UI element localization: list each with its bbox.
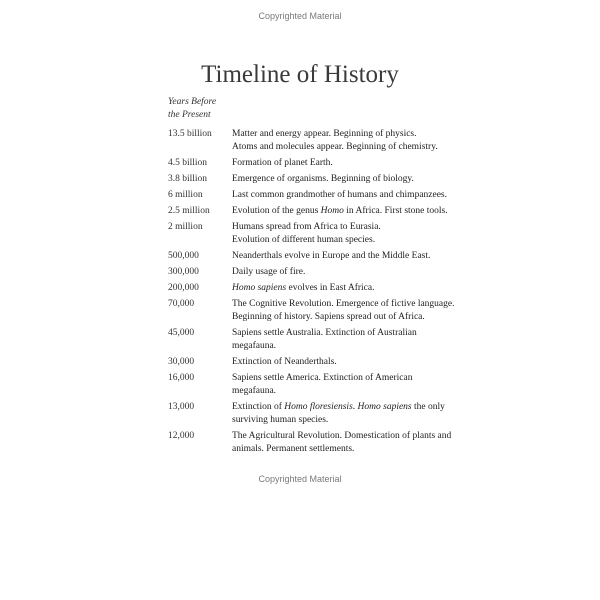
event-text: Extinction of Neanderthals. <box>232 357 337 367</box>
timeline-year: 4.5 billion <box>168 158 208 168</box>
timeline-year: 500,000 <box>168 251 199 261</box>
timeline-year: 12,000 <box>168 431 195 441</box>
event-text: Formation of planet Earth. <box>232 158 333 168</box>
timeline-row <box>168 205 458 218</box>
event-text: Neanderthals evolve in Europe and the Middle East. <box>232 251 431 261</box>
timeline-row <box>168 250 458 263</box>
timeline-row <box>168 327 458 353</box>
event-text: Emergence of organisms. Beginning of biology. <box>232 174 414 184</box>
event-line <box>232 205 458 218</box>
event-text: Matter and energy appear. Beginning of physics. <box>232 129 417 139</box>
timeline-year: 16,000 <box>168 373 195 383</box>
event-line <box>232 401 458 427</box>
event-line <box>232 234 458 247</box>
event-text: . <box>352 402 358 412</box>
timeline-event <box>232 282 458 295</box>
timeline-row <box>168 430 458 456</box>
event-line <box>232 298 458 311</box>
event-text: Beginning of history. Sapiens spread out of Africa. <box>232 312 425 322</box>
event-text: Daily usage of fire. <box>232 267 306 277</box>
timeline-event <box>232 401 458 427</box>
timeline-event <box>232 128 458 154</box>
timeline-year: 13.5 billion <box>168 129 212 139</box>
event-text: in Africa. First stone tools. <box>343 206 448 216</box>
timeline-row <box>168 128 458 154</box>
timeline-event <box>232 356 458 369</box>
timeline-table <box>168 128 458 456</box>
italic-term: Homo sapiens <box>232 283 287 293</box>
copyright-watermark-top: Copyrighted Material <box>258 11 342 21</box>
timeline-year: 6 million <box>168 190 203 200</box>
event-text: Evolution of the genus <box>232 206 321 216</box>
event-line <box>232 372 458 398</box>
event-text: Humans spread from Africa to Eurasia. <box>232 222 381 232</box>
timeline-event <box>232 173 458 186</box>
timeline-year: 45,000 <box>168 328 195 338</box>
event-text: Evolution of different human species. <box>232 235 376 245</box>
timeline-event <box>232 430 458 456</box>
copyright-watermark-bottom: Copyrighted Material <box>258 474 342 484</box>
timeline-event <box>232 298 458 324</box>
timeline-event <box>232 221 458 247</box>
timeline-row <box>168 189 458 202</box>
timeline-year: 13,000 <box>168 402 195 412</box>
event-text: Extinction of <box>232 402 285 412</box>
italic-term: Homo sapiens <box>357 402 412 412</box>
event-text: The Agricultural Revolution. Domestication of plants and animals. Permanent settlements. <box>232 431 452 454</box>
event-text: Sapiens settle Australia. Extinction of Australian megafauna. <box>232 328 417 351</box>
timeline-year: 2.5 million <box>168 206 210 216</box>
timeline-event <box>232 372 458 398</box>
page-title: Timeline of History <box>201 61 399 88</box>
event-line <box>232 157 458 170</box>
column-header-line-1: Years Before <box>168 97 217 107</box>
timeline-event <box>232 157 458 170</box>
event-line <box>232 311 458 324</box>
timeline-row <box>168 401 458 427</box>
event-line <box>232 221 458 234</box>
column-header <box>168 96 458 122</box>
event-text: evolves in East Africa. <box>286 283 375 293</box>
timeline-year: 3.8 billion <box>168 174 208 184</box>
timeline-year: 300,000 <box>168 267 199 277</box>
event-line <box>232 356 458 369</box>
timeline-row <box>168 282 458 295</box>
timeline-content <box>168 96 458 459</box>
event-line <box>232 141 458 154</box>
timeline-row <box>168 173 458 186</box>
event-text: Last common grandmother of humans and chimpanzees. <box>232 190 448 200</box>
italic-term: Homo <box>320 206 344 216</box>
column-header-line-2: the Present <box>168 110 211 120</box>
timeline-year: 2 million <box>168 222 203 232</box>
event-text: The Cognitive Revolution. Emergence of fictive language. <box>232 299 455 309</box>
timeline-event <box>232 250 458 263</box>
timeline-row <box>168 298 458 324</box>
event-text: Sapiens settle America. Extinction of American megafauna. <box>232 373 413 396</box>
event-line <box>232 266 458 279</box>
timeline-row <box>168 221 458 247</box>
event-line <box>232 282 458 295</box>
timeline-event <box>232 205 458 218</box>
timeline-event <box>232 189 458 202</box>
event-line <box>232 173 458 186</box>
timeline-year: 30,000 <box>168 357 195 367</box>
timeline-year: 70,000 <box>168 299 195 309</box>
event-line <box>232 430 458 456</box>
event-line <box>232 250 458 263</box>
event-line <box>232 128 458 141</box>
timeline-row <box>168 356 458 369</box>
timeline-event <box>232 266 458 279</box>
event-line <box>232 327 458 353</box>
timeline-row <box>168 157 458 170</box>
event-line <box>232 189 458 202</box>
timeline-year: 200,000 <box>168 283 199 293</box>
italic-term: Homo floresiensis <box>284 402 353 412</box>
timeline-row <box>168 372 458 398</box>
timeline-row <box>168 266 458 279</box>
event-text: the only surviving human species. <box>232 402 445 425</box>
timeline-event <box>232 327 458 353</box>
event-text: Atoms and molecules appear. Beginning of chemistry. <box>232 142 438 152</box>
